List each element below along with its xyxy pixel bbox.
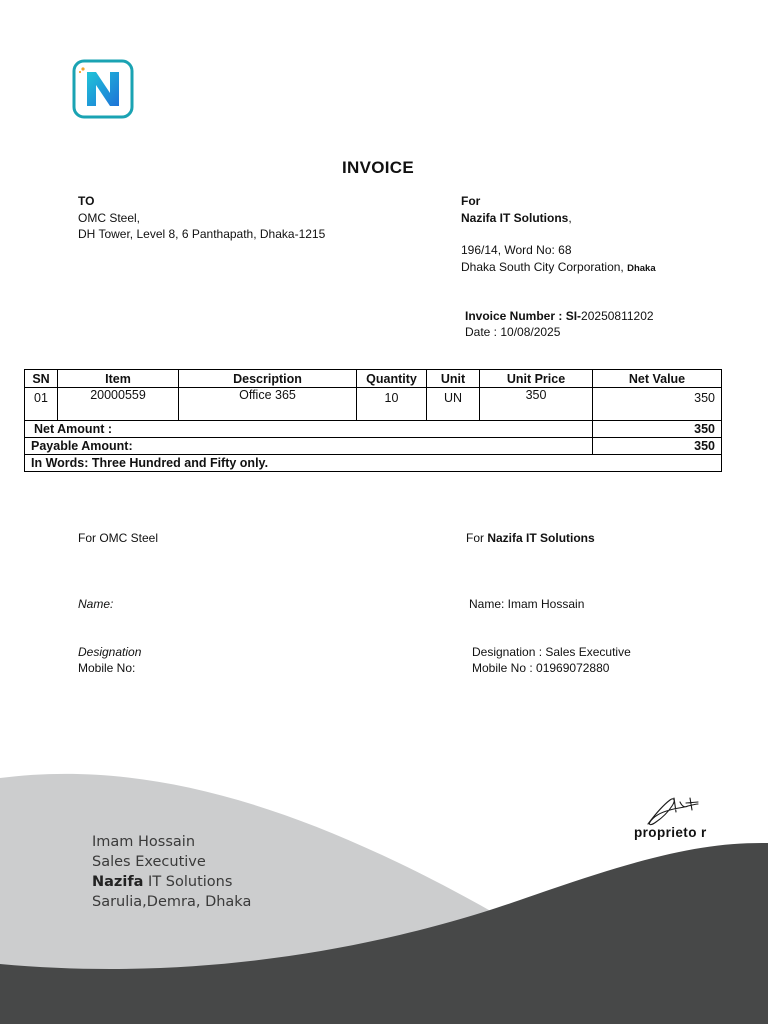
payable-amount-label: Payable Amount: [25, 438, 593, 455]
cell-quantity: 10 [357, 388, 427, 421]
footer-name: Imam Hossain [92, 834, 196, 850]
footer-company-bold: Nazifa [92, 874, 144, 890]
for-address-line1: 196/14, Word No: 68 [461, 243, 572, 257]
to-address: DH Tower, Level 8, 6 Panthapath, Dhaka-1215 [78, 227, 326, 241]
cell-unit-price: 350 [480, 388, 593, 421]
in-words-row [25, 455, 722, 472]
for-address-line2 [461, 259, 656, 277]
right-for-prefix: For [466, 531, 484, 545]
right-designation-text: Designation : Sales Executive [472, 645, 631, 659]
footer-contact [92, 832, 251, 912]
header-description: Description [179, 370, 357, 388]
for-address-line2-city: Dhaka [627, 263, 656, 274]
net-amount-label: Net Amount : [25, 421, 593, 438]
footer-company-rest: IT Solutions [143, 874, 233, 890]
table-header-row [25, 370, 722, 388]
net-amount-row [25, 421, 722, 438]
payable-amount-value: 350 [593, 438, 722, 455]
left-for-text: For OMC Steel [78, 531, 159, 545]
cell-unit: UN [427, 388, 480, 421]
right-name-text: Name: Imam Hossain [469, 597, 585, 611]
left-mobile-label: Mobile No: [78, 661, 136, 675]
footer-title: Sales Executive [92, 854, 206, 870]
right-for-company: Nazifa IT Solutions [487, 531, 595, 545]
header-net-value: Net Value [593, 370, 722, 388]
right-for-text [466, 530, 595, 547]
cell-description: Office 365 [179, 388, 357, 421]
left-designation-label: Designation [78, 645, 142, 659]
header-item: Item [58, 370, 179, 388]
left-name-label: Name: [78, 597, 114, 611]
footer-company [92, 872, 251, 892]
header-unit: Unit [427, 370, 480, 388]
invoice-title: INVOICE [341, 158, 414, 177]
handwritten-signature [640, 792, 704, 828]
to-name: OMC Steel, [78, 211, 141, 225]
for-heading: For [461, 194, 481, 208]
header-unit-price: Unit Price [480, 370, 593, 388]
payable-amount-row [25, 438, 722, 455]
invoice-number-value: 20250811202 [581, 309, 654, 323]
header-quantity: Quantity [357, 370, 427, 388]
cell-net-value: 350 [593, 388, 722, 421]
net-amount-value: 350 [593, 421, 722, 438]
to-heading: TO [78, 194, 95, 208]
invoice-number-label: Invoice Number : [465, 309, 563, 323]
footer-address: Sarulia,Demra, Dhaka [92, 894, 252, 910]
header-sn: SN [25, 370, 58, 388]
in-words-text: In Words: Three Hundred and Fifty only. [25, 455, 722, 472]
proprietor-label: proprieto r [634, 825, 707, 840]
right-mobile-text: Mobile No : 01969072880 [472, 661, 610, 675]
invoice-number-prefix: SI- [565, 309, 582, 323]
cell-item: 20000559 [58, 388, 179, 421]
table-row [25, 388, 722, 421]
for-company-name: Nazifa IT Solutions [461, 211, 569, 225]
invoice-items-table [24, 369, 722, 472]
cell-sn: 01 [25, 388, 58, 421]
for-address-line2-text: Dhaka South City Corporation, [461, 260, 624, 274]
company-logo [72, 59, 134, 119]
for-company-suffix: , [568, 211, 572, 225]
for-company [461, 210, 572, 227]
invoice-number [465, 308, 654, 325]
invoice-date: Date : 10/08/2025 [465, 325, 561, 339]
